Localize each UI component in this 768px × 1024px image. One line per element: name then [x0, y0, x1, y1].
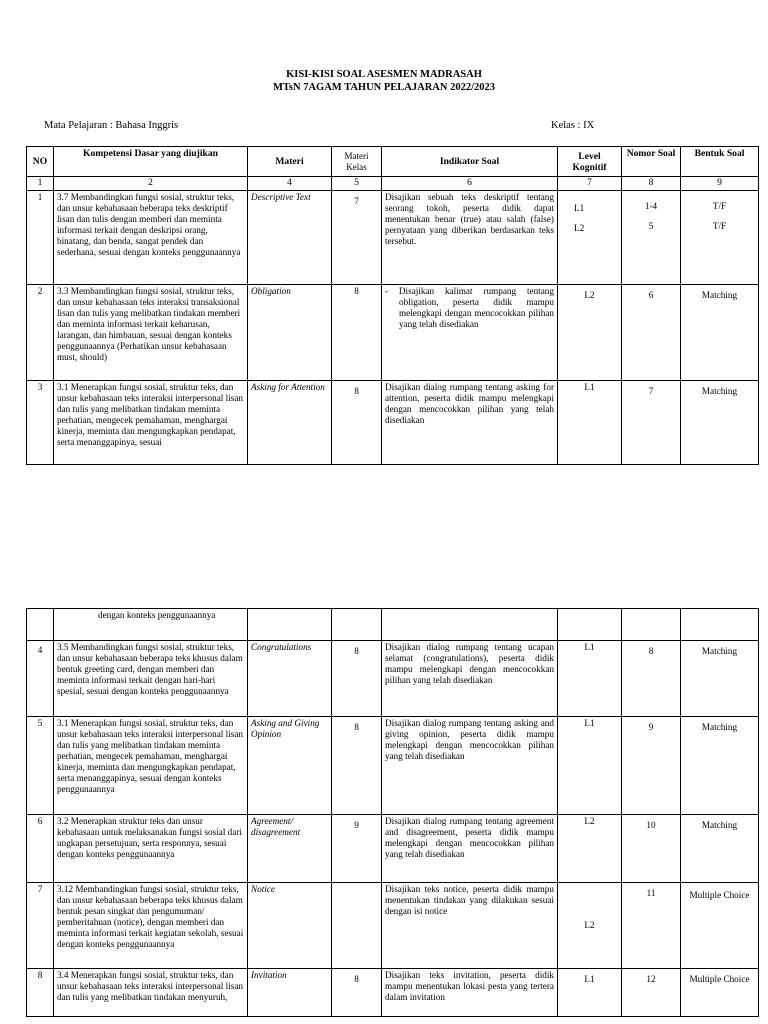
row-no: 6	[27, 815, 54, 883]
row-no: 3	[27, 381, 54, 465]
row-materi: Obligation	[248, 285, 332, 381]
row-nomor: 8	[622, 641, 681, 717]
row-kelas: 7	[332, 191, 382, 285]
row-no: 7	[27, 883, 54, 969]
col-number: 8	[622, 177, 681, 191]
row-kd: 3.12 Membandingkan fungsi sosial, struktur teks, dan unsur kebahasaan beberapa teks khusus dalam bentuk pesan singkat dan pengumuman/ pemberitahuan (notice), dengan memberi dan meminta informasi terkait kegiatan sekolah, sesuai dengan konteks penggunaannya	[54, 883, 248, 969]
col-header-no: NO	[27, 147, 54, 177]
grid-table-page2	[26, 608, 759, 1017]
row-level: L2	[558, 285, 622, 381]
col-header-bentuk: Bentuk Soal	[681, 147, 759, 177]
row-kd: 3.1 Menerapkan fungsi sosial, struktur teks, dan unsur kebahasaan teks interaksi interpersonal lisan dan tulis yang melibatkan tindakan meminta perhatian, mengecek pemahaman, menghargai kinerja, meminta dan mengungkapkan pendapat, serta menanggapinya, sesuai dengan konteks penggunaannya	[54, 717, 248, 815]
col-number: 7	[558, 177, 622, 191]
table-row	[27, 969, 759, 1017]
row-kd: 3.3 Membandingkan fungsi sosial, struktur teks, dan unsur kebahasaan teks interaksi transaksional lisan dan tulis yang melibatkan tindakan memberi dan meminta informasi terkait keharusan, larangan, dan himbauan, sesuai dengan konteks penggunaannya (Perhatikan unsur kebahasaan must, should)	[54, 285, 248, 381]
header-row	[27, 147, 759, 177]
table-row	[27, 285, 759, 381]
col-header-materi: Materi	[248, 147, 332, 177]
row-materi: Asking for Attention	[248, 381, 332, 465]
table-row	[27, 381, 759, 465]
row-kelas: 8	[332, 717, 382, 815]
row-materi: Invitation	[248, 969, 332, 1017]
row-materi: Descriptive Text	[248, 191, 332, 285]
col-number: 5	[332, 177, 382, 191]
row-level: L2	[558, 883, 622, 969]
table-row	[27, 815, 759, 883]
row-kd: 3.1 Menerapkan fungsi sosial, struktur teks, dan unsur kebahasaan teks interaksi interpersonal lisan dan tulis yang melibatkan tindakan meminta perhatian, mengecek pemahaman, menghargai kinerja, meminta dan mengungkapkan pendapat, serta menanggapinya, sesuai	[54, 381, 248, 465]
row-no: 1	[27, 191, 54, 285]
table-row	[27, 191, 759, 285]
row-kelas: 8	[332, 641, 382, 717]
row-nomor: 11	[622, 883, 681, 969]
row-bentuk: Multiple Choice	[681, 883, 759, 969]
row-no: 8	[27, 969, 54, 1017]
row-kd: 3.4 Menerapkan fungsi sosial, struktur teks, dan unsur kebahasaan teks interaksi interpersonal lisan dan tulis yang melibatkan tindakan menyuruh,	[54, 969, 248, 1017]
row-indikator: Disajikan dialog rumpang tentang agreement and disagreement, peserta didik mampu melengkapi dengan mencocokkan pilihan yang telah disediakan	[382, 815, 558, 883]
row-kd: 3.5 Membandingkan fungsi sosial, struktur teks, dan unsur kebahasaan beberapa teks khusus dalam bentuk greeting card, dengan memberi dan meminta informasi terkait dengan hari-hari spesial, sesuai dengan konteks penggunaannya	[54, 641, 248, 717]
row-materi: Agreement/ disagreement	[248, 815, 332, 883]
row-indikator	[382, 285, 558, 381]
row-kd-continuation: dengan konteks penggunaannya	[54, 609, 248, 641]
row-bentuk: Matching	[681, 381, 759, 465]
row-no: 2	[27, 285, 54, 381]
row-indikator: Disajikan sebuah teks deskriptif tentang seorang tokoh, peserta didik dapat menentukan benar (true) atau salah (false) pernyataan yang diberikan berdasarkan teks tersebut.	[382, 191, 558, 285]
table-row	[27, 717, 759, 815]
col-header-kelas: Materi Kelas	[332, 147, 382, 177]
row-kelas: 8	[332, 969, 382, 1017]
class-label: Kelas : IX	[551, 120, 595, 131]
row-bentuk: Matching	[681, 815, 759, 883]
col-header-kd: Kompetensi Dasar yang diujikan	[54, 147, 248, 177]
col-number: 2	[54, 177, 248, 191]
row-kelas: 8	[332, 381, 382, 465]
row-bentuk: Matching	[681, 285, 759, 381]
row-kd: 3.2 Menerapkan struktur teks dan unsur kebahasaan untuk melaksanakan fungsi sosial dari ungkapan persetujuan, serta responnya, sesuai dengan konteks penggunaannya	[54, 815, 248, 883]
grid-table-page1	[26, 146, 759, 465]
row-materi: Asking and Giving Opinion	[248, 717, 332, 815]
indikator-bullet-text: - Disajikan kalimat rumpang tentang obligation, peserta didik mampu melengkapi dengan mencocokkan pilihan yang telah disediakan	[385, 286, 554, 329]
row-level: L1	[558, 381, 622, 465]
subject-label: Mata Pelajaran : Bahasa Inggris	[44, 120, 179, 131]
row-indikator: Disajikan dialog rumpang tentang ucapan selamat (congratulations), peserta didik mampu melengkapi dengan mencocokkan pilihan yang telah disediakan	[382, 641, 558, 717]
row-nomor: 6	[622, 285, 681, 381]
table-row	[27, 641, 759, 717]
col-number: 9	[681, 177, 759, 191]
row-kelas	[332, 883, 382, 969]
row-nomor: 1-4 5	[622, 191, 681, 285]
row-indikator: Disajikan dialog rumpang tentang asking for attention, peserta didik mampu melengkapi dengan mencocokkan pilihan yang telah disediakan	[382, 381, 558, 465]
row-level: L1	[558, 969, 622, 1017]
row-level: L2	[558, 815, 622, 883]
row-kelas: 8	[332, 285, 382, 381]
row-nomor: 12	[622, 969, 681, 1017]
row-bentuk: Multiple Choice	[681, 969, 759, 1017]
row-indikator: Disajikan teks invitation, peserta didik mampu menentukan lokasi pesta yang tertera dalam invitation	[382, 969, 558, 1017]
row-indikator: Disajikan dialog rumpang tentang asking and giving opinion, peserta didik mampu melengkapi dengan mencocokkan pilihan yang telah disediakan	[382, 717, 558, 815]
row-indikator: Disajikan teks notice, peserta didik mampu menentukan tindakan yang dilakukan sesuai dengan isi notice	[382, 883, 558, 969]
col-header-level: Level Kognitif	[558, 147, 622, 177]
row-no: 5	[27, 717, 54, 815]
row-bentuk: T/F T/F	[681, 191, 759, 285]
row-bentuk: Matching	[681, 641, 759, 717]
row-nomor: 7	[622, 381, 681, 465]
table-row	[27, 883, 759, 969]
row-materi: Notice	[248, 883, 332, 969]
col-number: 1	[27, 177, 54, 191]
row-bentuk: Matching	[681, 717, 759, 815]
row-level: L1	[558, 641, 622, 717]
continuation-row	[27, 609, 759, 641]
row-no: 4	[27, 641, 54, 717]
col-header-nomor: Nomor Soal	[622, 147, 681, 177]
document-subtitle: MTsN 7AGAM TAHUN PELAJARAN 2022/2023	[272, 82, 496, 93]
row-nomor: 9	[622, 717, 681, 815]
row-nomor: 10	[622, 815, 681, 883]
document-title: KISI-KISI SOAL ASESMEN MADRASAH	[286, 69, 482, 80]
row-level: L1	[558, 717, 622, 815]
row-kd: 3.7 Membandingkan fungsi sosial, struktur teks, dan unsur kebahasaan beberapa teks deskriptif lisan dan tulis dengan memberi dan meminta informasi terkait dengan deskripsi orang, binatang, dan benda, sangat pendek dan sederhana, sesuai dengan konteks penggunaannya	[54, 191, 248, 285]
row-kelas: 9	[332, 815, 382, 883]
col-header-indikator: Indikator Soal	[382, 147, 558, 177]
row-materi: Congratulations	[248, 641, 332, 717]
column-number-row	[27, 177, 759, 191]
row-level: L1 L2	[558, 191, 622, 285]
col-number: 4	[248, 177, 332, 191]
col-number: 6	[382, 177, 558, 191]
